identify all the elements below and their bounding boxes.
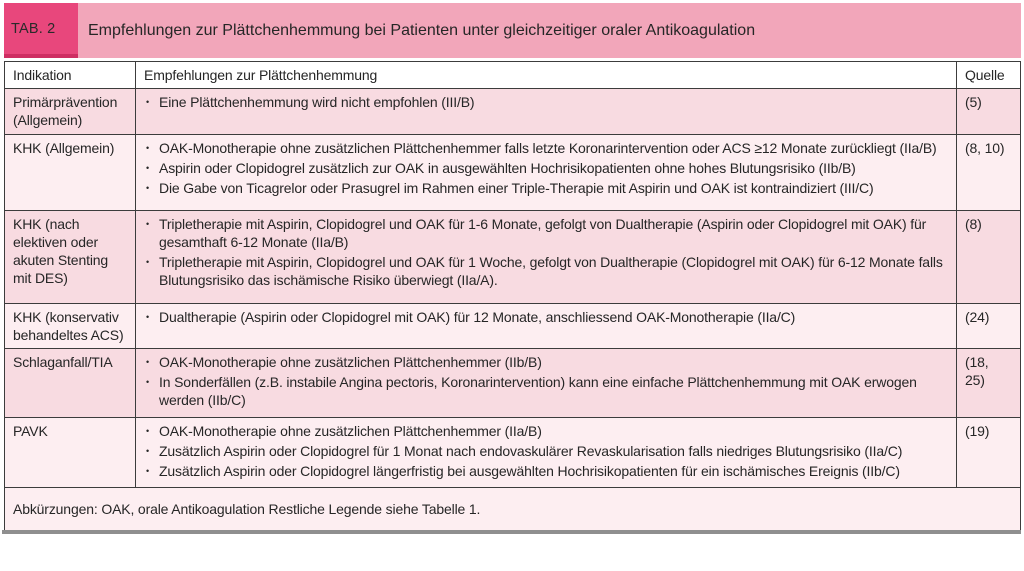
indication-cell: PAVK (5, 418, 136, 487)
table-row (5, 349, 1020, 418)
source-cell: (18, 25) (965, 354, 989, 388)
table-row (5, 89, 1020, 135)
bullet-text: Aspirin oder Clopidogrel zusätzlich zur OAK in ausgewählten Hochrisikopatienten ohne hohes Blutungsrisiko (IIb/B) (159, 160, 856, 176)
bullet-text: OAK-Monotherapie ohne zusätzlichen Plättchenhemmer falls letzte Koronarintervention oder ACS ≥12 Monate zurückliegt (IIa/B) (159, 140, 937, 156)
bullet-text: OAK-Monotherapie ohne zusätzlichen Plättchenhemmer (IIa/B) (159, 423, 542, 439)
bullet-icon: • (146, 377, 150, 387)
bullet-icon: • (146, 426, 150, 436)
indication-cell: KHK (konservativ behandeltes ACS) (5, 304, 136, 348)
bullet-item (136, 139, 948, 157)
column-header-recommendations: Empfehlungen zur Plättchenhemmung (136, 62, 957, 88)
bullet-icon: • (146, 183, 150, 193)
bullet-icon: • (146, 446, 150, 456)
bullet-item (136, 373, 948, 409)
table-number: TAB. 2 (11, 20, 56, 37)
table-row (5, 418, 1020, 488)
source-cell: (8, 10) (965, 140, 1005, 156)
bullet-item (136, 422, 948, 440)
table-footer-row (5, 488, 1020, 530)
recommendations-table (4, 61, 1021, 530)
indication-cell: Schlaganfall/TIA (5, 349, 136, 417)
bullet-text: Eine Plättchenhemmung wird nicht empfohlen (III/B) (159, 94, 475, 110)
bullet-icon: • (146, 257, 150, 267)
bullet-item (136, 462, 948, 480)
table-bottom-border (2, 530, 1021, 534)
bullet-icon: • (146, 163, 150, 173)
source-cell: (5) (965, 94, 982, 110)
recommendations-cell (136, 304, 957, 348)
recommendations-cell (136, 418, 957, 487)
table-number-badge (4, 3, 78, 58)
recommendations-cell (136, 349, 957, 417)
table-row (5, 135, 1020, 211)
bullet-icon: • (146, 143, 150, 153)
bullet-text: Dualtherapie (Aspirin oder Clopidogrel mit OAK) für 12 Monate, anschliessend OAK-Monotherapie (IIa/C) (159, 309, 796, 325)
bullet-text: OAK-Monotherapie ohne zusätzlichen Plättchenhemmer (IIb/B) (159, 354, 542, 370)
bullet-icon: • (146, 312, 150, 322)
bullet-item (136, 308, 948, 326)
indication-cell: KHK (Allgemein) (5, 135, 136, 210)
recommendations-cell (136, 89, 957, 134)
bullet-text: Die Gabe von Ticagrelor oder Prasugrel im Rahmen einer Triple-Therapie mit Aspirin und OAK ist kontraindiziert (III/C) (159, 180, 874, 196)
abbreviations-note: Abkürzungen: OAK, orale Antikoagulation Restliche Legende siehe Tabelle 1. (13, 501, 481, 517)
bullet-text: In Sonderfällen (z.B. instabile Angina pectoris, Koronarintervention) kann eine einfache Plättchenhemmung mit OAK erwogen werden (IIb/C) (159, 374, 917, 408)
bullet-icon: • (146, 97, 150, 107)
bullet-icon: • (146, 466, 150, 476)
table-title: Empfehlungen zur Plättchenhemmung bei Patienten unter gleichzeitiger oraler Antikoagulation (78, 3, 1021, 58)
bullet-item (136, 93, 948, 111)
source-cell: (24) (965, 309, 990, 325)
indication-cell: KHK (nach elektiven oder akuten Stenting mit DES) (5, 211, 136, 303)
indication-cell: Primärprävention (Allgemein) (5, 89, 136, 134)
bullet-item (136, 215, 948, 251)
column-header-source: Quelle (965, 67, 1005, 83)
recommendations-cell (136, 135, 957, 210)
bullet-item (136, 253, 948, 289)
source-cell: (19) (965, 423, 990, 439)
table-row (5, 211, 1020, 304)
bullet-text: Zusätzlich Aspirin oder Clopidogrel für 1 Monat nach endovaskulärer Revaskularisation falls niedriges Blutungsrisiko (IIa/C) (159, 443, 903, 459)
bullet-text: Tripletherapie mit Aspirin, Clopidogrel und OAK für 1-6 Monate, gefolgt von Dualtherapie (Aspirin oder Clopidogrel mit OAK) für gesamthaft 6-12 Monate (IIa/B) (159, 216, 927, 250)
bullet-icon: • (146, 357, 150, 367)
bullet-icon: • (146, 219, 150, 229)
bullet-item (136, 353, 948, 371)
bullet-text: Tripletherapie mit Aspirin, Clopidogrel und OAK für 1 Woche, gefolgt von Dualtherapie (Clopidogrel mit OAK) für 6-12 Monate falls Blutungsrisiko das ischämische Risiko überwiegt (IIa/A). (159, 254, 943, 288)
table-header-band (4, 3, 1021, 58)
table-header-row (5, 62, 1020, 89)
bullet-item (136, 442, 948, 460)
bullet-item (136, 159, 948, 177)
bullet-item (136, 179, 948, 197)
table-row (5, 304, 1020, 349)
column-header-indication: Indikation (5, 62, 136, 88)
bullet-text: Zusätzlich Aspirin oder Clopidogrel längerfristig bei ausgewählten Hochrisikopatienten für ein ischämisches Ereignis (IIb/C) (159, 463, 900, 479)
recommendations-cell (136, 211, 957, 303)
source-cell: (8) (965, 216, 982, 232)
